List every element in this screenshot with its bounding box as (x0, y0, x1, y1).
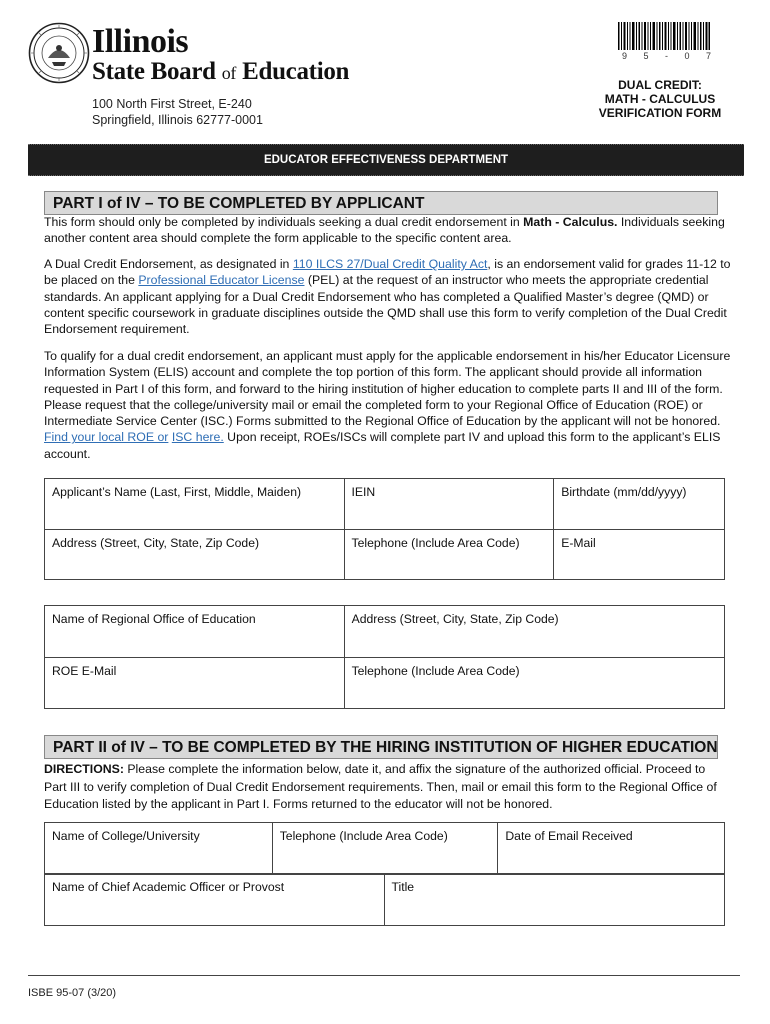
applicant-name-field[interactable]: Applicant’s Name (Last, First, Middle, Maiden) (45, 479, 345, 530)
endorsement-text-3: (PEL) at the request of an instructor who meets the appropriate credential standards. An applicant applying for a Dual Credit Endorsement who has completed a Qualified Master’s degree (QMD) or content specific coursework in graduate disciplines outside the QMD shall use this form to verify completion of the Dual Credit Endorsement requirement. (44, 273, 727, 337)
org-name-of: of (221, 63, 237, 83)
roe-telephone-field[interactable]: Telephone (Include Area Code) (344, 658, 724, 709)
org-name-illinois: Illinois (92, 23, 189, 60)
form-title-line-3: VERIFICATION FORM (598, 106, 722, 120)
part-2-heading: PART II of IV – TO BE COMPLETED BY THE HIRING INSTITUTION OF HIGHER EDUCATION (44, 735, 718, 759)
org-name-education: Education (242, 58, 350, 85)
directions-label: DIRECTIONS: (44, 762, 124, 776)
part-1-endorsement-paragraph (44, 256, 736, 337)
applicant-info-table (44, 478, 725, 580)
barcode-digit: - (665, 51, 669, 61)
isc-here-link[interactable]: ISC here. (171, 430, 224, 445)
officer-title-field[interactable]: Title (384, 874, 724, 926)
intro-subject: Math - Calculus. (523, 215, 618, 229)
org-name-state-board: State Board (92, 58, 216, 85)
form-title (570, 78, 750, 120)
org-name-board (92, 58, 349, 87)
barcode-digit: 7 (705, 51, 712, 61)
qualify-text: To qualify for a dual credit endorsement, an applicant must apply for the applicable endorsement in his/her Educator Licensure Information System (ELIS) account and complete the top portion of this form. The applicant should provide all information requested in Part I of this form, and forward to the hiring institution of higher education to complete parts II and III of the form. Please request that the college/university mail or email the completed form to your Regional Office of Education (ROE) or Intermediate Service Center (ISC.) Forms submitted to the Regional Office of Education by the applicant will not be honored. (44, 349, 731, 429)
barcode-digit: 9 (622, 51, 629, 61)
iein-field[interactable]: IEIN (344, 479, 554, 530)
form-title-line-1: DUAL CREDIT: (618, 78, 702, 92)
barcode-digit: 5 (643, 51, 650, 61)
roe-address-field[interactable]: Address (Street, City, State, Zip Code) (344, 606, 724, 658)
college-name-field[interactable]: Name of College/University (45, 823, 273, 875)
birthdate-field[interactable]: Birthdate (mm/dd/yyyy) (554, 479, 725, 530)
part-1-intro-paragraph (44, 214, 736, 247)
roe-email-field[interactable]: ROE E-Mail (45, 658, 345, 709)
officer-info-table (44, 873, 725, 926)
footer-divider (28, 975, 740, 976)
address-line-2: Springfield, Illinois 62777-0001 (92, 113, 263, 127)
part-2-directions-paragraph (44, 761, 730, 814)
find-roe-link[interactable]: Find your local ROE or (44, 430, 169, 445)
applicant-address-field[interactable]: Address (Street, City, State, Zip Code) (45, 530, 345, 580)
part-1-heading: PART I of IV – TO BE COMPLETED BY APPLICANT (44, 191, 718, 215)
applicant-telephone-field[interactable]: Telephone (Include Area Code) (344, 530, 554, 580)
qualify-text-rest: Upon receipt, ROEs/ISCs will complete part IV and upload this form to the applicant’s ELIS account. (44, 430, 721, 461)
endorsement-text: A Dual Credit Endorsement, as designated in (44, 257, 293, 271)
roe-name-field[interactable]: Name of Regional Office of Education (45, 606, 345, 658)
barcode-digit: 0 (684, 51, 691, 61)
address-line-1: 100 North First Street, E-240 (92, 97, 252, 111)
form-title-line-2: MATH - CALCULUS (604, 92, 716, 106)
professional-educator-license-link[interactable]: Professional Educator License (138, 273, 305, 288)
college-telephone-field[interactable]: Telephone (Include Area Code) (272, 823, 498, 875)
form-number-footer: ISBE 95-07 (3/20) (28, 987, 117, 999)
part-1-qualify-paragraph (44, 348, 736, 462)
college-info-table (44, 822, 725, 875)
directions-text: Please complete the information below, date it, and affix the signature of the authorized official. Proceed to Part III to verify completion of Dual Credit Endorsement requirements. Then, mail or email this form to the Regional Office of Education listed by the applicant in Part I. Forms returned to the educator will not be honored. (44, 762, 717, 811)
state-seal-logo (28, 22, 90, 84)
dual-credit-act-link[interactable]: 110 ILCS 27/Dual Credit Quality Act (292, 257, 488, 271)
department-banner: EDUCATOR EFFECTIVENESS DEPARTMENT (28, 144, 744, 176)
roe-info-table (44, 605, 725, 709)
date-email-received-field[interactable]: Date of Email Received (498, 823, 725, 875)
endorsement-text-2: , is an endorsement valid for grades 11-12 to be placed on the (44, 257, 731, 288)
chief-academic-officer-field[interactable]: Name of Chief Academic Officer or Provost (45, 874, 385, 926)
applicant-email-field[interactable]: E-Mail (554, 530, 725, 580)
intro-text-rest: Individuals seeking another content area should complete the form applicable to the specific content area. (44, 215, 725, 246)
barcode-number (622, 51, 712, 61)
barcode-icon (618, 22, 710, 50)
intro-text: This form should only be completed by individuals seeking a dual credit endorsement in (44, 215, 524, 229)
